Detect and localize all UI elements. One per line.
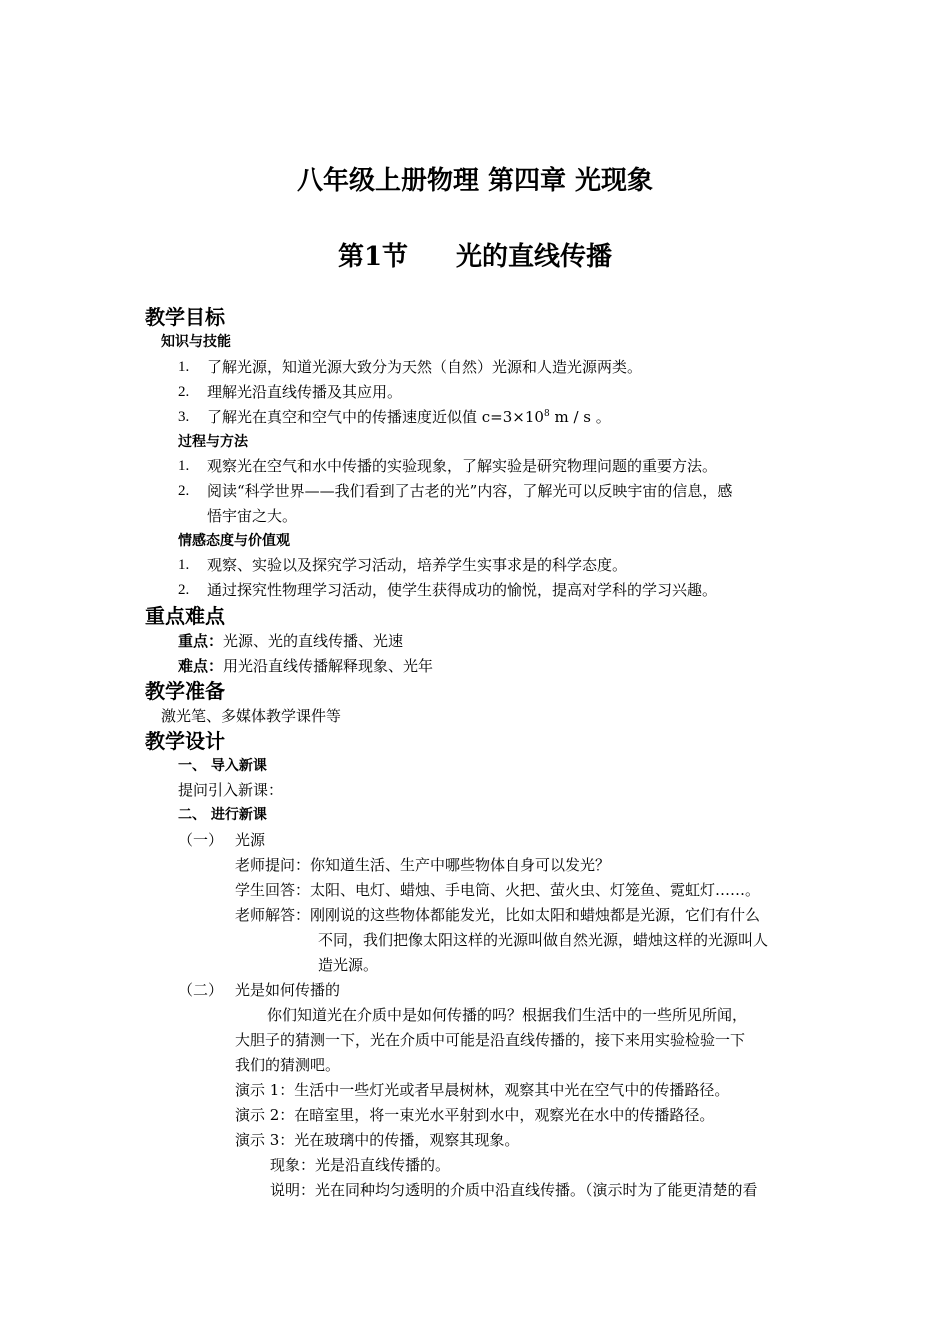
subheading-new-lesson: 二、 进行新课	[178, 807, 267, 823]
part-title: 光源	[235, 831, 266, 849]
subheading-knowledge-skills: 知识与技能	[161, 334, 231, 350]
part-title: 光是如何传播的	[235, 981, 341, 999]
list-number: 2.	[178, 483, 190, 499]
section-title	[0, 236, 950, 273]
demo-line: 演示 2：在暗室里，将一束光水平射到水中，观察光在水中的传播路径。	[235, 1106, 715, 1124]
dialog-line: 老师解答：刚刚说的这些物体都能发光，比如太阳和蜡烛都是光源，它们有什么	[235, 906, 761, 924]
paragraph-line: 大胆子的猜测一下，光在介质中可能是沿直线传播的，接下来用实验检验一下	[235, 1031, 746, 1049]
list-item: 阅读“科学世界——我们看到了古老的光”内容，了解光可以反映宇宙的信息，感	[207, 482, 733, 500]
demo-line: 演示 3：光在玻璃中的传播，观察其现象。	[235, 1131, 520, 1149]
dialog-line: 造光源。	[318, 956, 379, 974]
dialog-line: 不同，我们把像太阳这样的光源叫做自然光源，蜡烛这样的光源叫人	[318, 931, 769, 949]
list-item-continuation: 悟宇宙之大。	[207, 507, 298, 525]
phenomenon-line: 现象：光是沿直线传播的。	[270, 1156, 451, 1174]
key-point-text: 光源、光的直线传播、光速	[223, 632, 404, 650]
list-item: 了解光源，知道光源大致分为天然（自然）光源和人造光源两类。	[207, 358, 643, 376]
speed-unit: m / s 。	[549, 408, 611, 426]
list-number: 2.	[178, 384, 190, 400]
heading-teaching-goals: 教学目标	[145, 305, 225, 329]
preparation-text: 激光笔、多媒体教学课件等	[161, 707, 342, 725]
paragraph-line: 我们的猜测吧。	[235, 1056, 341, 1074]
list-number: 1.	[178, 557, 190, 573]
introduction-text: 提问引入新课：	[178, 781, 284, 799]
list-item: 通过探究性物理学习活动，使学生获得成功的愉悦，提高对学科的学习兴趣。	[207, 581, 718, 599]
subheading-process-methods: 过程与方法	[178, 434, 248, 450]
part-number: （二）	[178, 981, 224, 999]
subheading-introduction: 一、 导入新课	[178, 758, 267, 774]
list-number: 3.	[178, 409, 190, 425]
list-number: 2.	[178, 582, 190, 598]
section-name: 光的直线传播	[456, 242, 613, 272]
exponent: 8	[543, 409, 550, 419]
list-item: 观察、实验以及探究学习活动，培养学生实事求是的科学态度。	[207, 556, 628, 574]
heading-key-points: 重点难点	[145, 604, 225, 628]
key-point-label: 重点：	[178, 632, 224, 650]
list-item	[207, 405, 611, 429]
difficult-point	[178, 654, 433, 678]
difficult-point-label: 难点：	[178, 657, 224, 675]
part-number: （一）	[178, 831, 224, 849]
list-item: 理解光沿直线传播及其应用。	[207, 383, 403, 401]
list-number: 1.	[178, 458, 190, 474]
list-number: 1.	[178, 359, 190, 375]
section-number: 第1节	[337, 242, 409, 272]
speed-of-light-text: 了解光在真空和空气中的传播速度近似值 c=3×10	[207, 408, 544, 426]
demo-line: 演示 1：生活中一些灯光或者早晨树林，观察其中光在空气中的传播路径。	[235, 1081, 730, 1099]
explanation-line: 说明：光在同种均匀透明的介质中沿直线传播。（演示时为了能更清楚的看	[270, 1181, 758, 1199]
subheading-attitudes-values: 情感态度与价值观	[178, 533, 290, 549]
heading-preparation: 教学准备	[145, 679, 225, 703]
chapter-title: 八年级上册物理 第四章 光现象	[296, 166, 654, 196]
difficult-point-text: 用光沿直线传播解释现象、光年	[223, 657, 434, 675]
dialog-line: 老师提问：你知道生活、生产中哪些物体自身可以发光？	[235, 856, 611, 874]
key-point	[178, 629, 403, 653]
list-item: 观察光在空气和水中传播的实验现象，了解实验是研究物理问题的重要方法。	[207, 457, 718, 475]
dialog-line: 学生回答：太阳、电灯、蜡烛、手电筒、火把、萤火虫、灯笼鱼、霓虹灯……。	[235, 881, 761, 899]
heading-design: 教学设计	[145, 729, 225, 753]
paragraph-line: 你们知道光在介质中是如何传播的吗？根据我们生活中的一些所见所闻，	[267, 1006, 748, 1024]
